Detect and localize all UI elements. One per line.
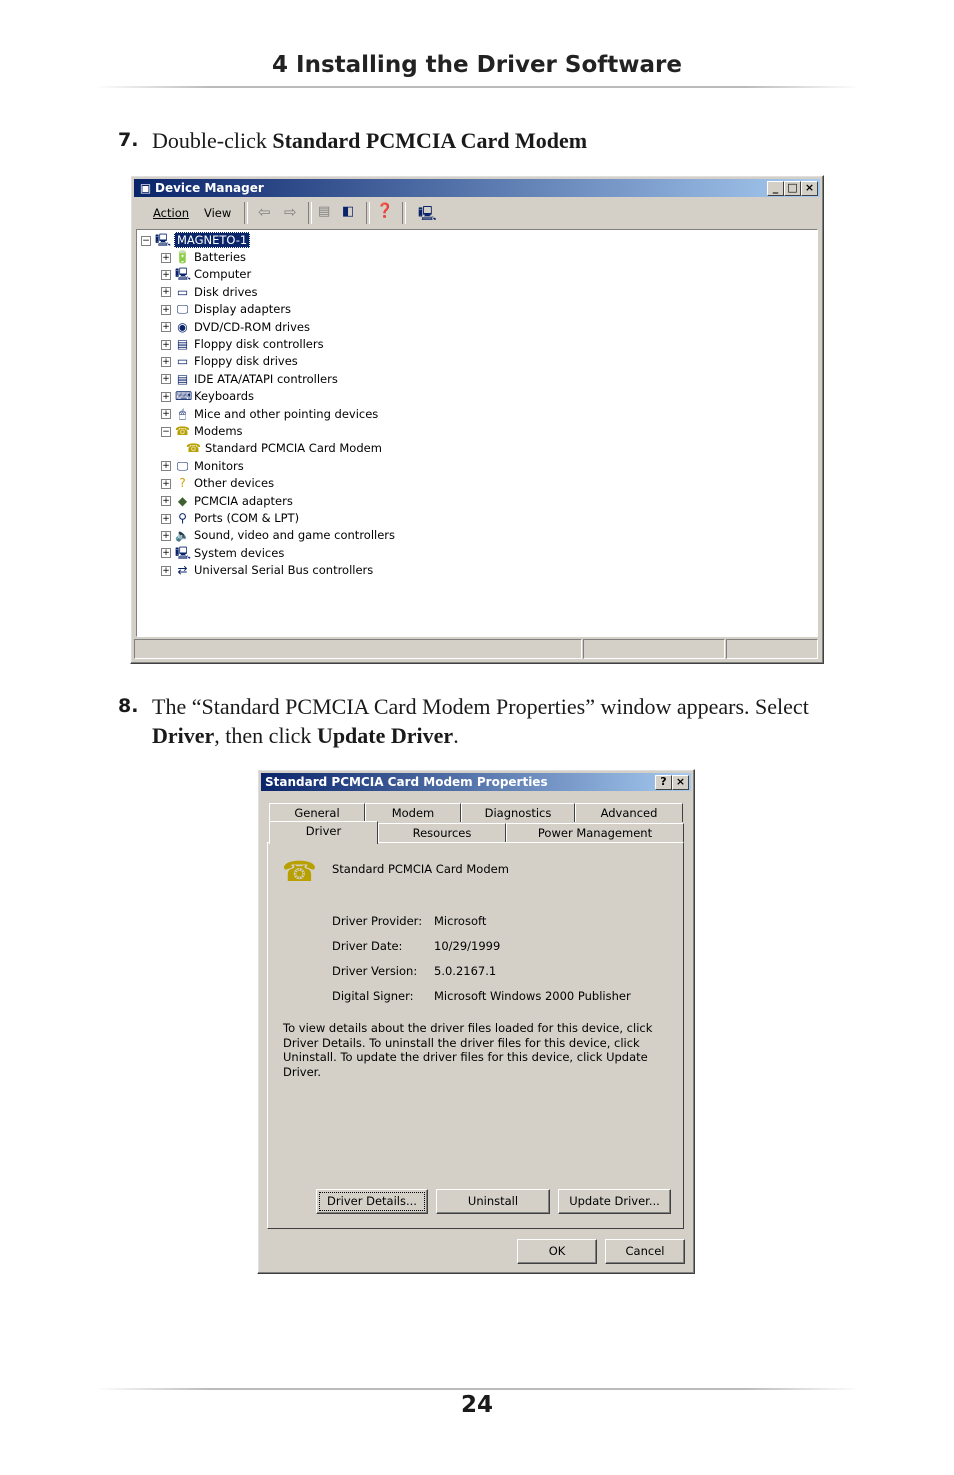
tree-item[interactable] — [161, 336, 324, 353]
expand-icon[interactable]: + — [162, 496, 170, 507]
step-bold: Update Driver — [316, 723, 454, 748]
usb-icon: ⇄ — [177, 563, 188, 578]
expand-icon[interactable]: + — [162, 513, 170, 524]
expand-icon[interactable]: + — [162, 269, 170, 280]
tab-resources[interactable]: Resources — [378, 823, 506, 842]
show-hide-tree-icon[interactable]: ◧ — [342, 204, 355, 219]
monitor-icon: 🖵 — [176, 458, 189, 473]
tree-item-label: Floppy disk drives — [194, 354, 298, 369]
close-button[interactable]: × — [801, 181, 818, 196]
cdrom-icon: ◉ — [177, 319, 188, 334]
status-pane — [134, 639, 582, 659]
step-bold: Standard PCMCIA Card Modem — [272, 128, 588, 153]
tree-item-label: Ports (COM & LPT) — [194, 511, 300, 525]
tree-item-label: Sound, video and game controllers — [194, 528, 396, 543]
question-icon: ? — [179, 476, 186, 491]
menu-action[interactable]: Action — [153, 206, 190, 220]
tree-item[interactable] — [161, 388, 254, 405]
tree-item-label: DVD/CD-ROM drives — [194, 319, 310, 334]
battery-icon: 🔋 — [175, 250, 190, 264]
tree-item-label: Batteries — [194, 250, 247, 264]
properties-icon[interactable]: ▤ — [318, 204, 331, 219]
disk-drive-icon: ▭ — [176, 284, 189, 299]
tab-general[interactable]: General — [269, 803, 365, 822]
tree-item-label: Display adapters — [194, 302, 292, 317]
tab-diagnostics[interactable]: Diagnostics — [461, 803, 575, 822]
page-number: 24 — [460, 1392, 493, 1418]
pcmcia-icon: ◆ — [177, 493, 188, 508]
collapse-icon[interactable]: − — [142, 235, 150, 246]
close-button[interactable]: × — [672, 775, 689, 790]
provider-value: Microsoft — [434, 914, 487, 928]
tree-item-label: Computer — [194, 267, 252, 282]
controller-icon: ▤ — [176, 337, 189, 351]
tree-item[interactable] — [161, 493, 293, 510]
window-title: Device Manager — [155, 181, 264, 195]
toolbar — [134, 200, 820, 226]
tree-item-label: Floppy disk controllers — [194, 337, 324, 351]
description-text: To view details about the driver files loaded for this device, click Driver Details. To uninstall the driver files for this device, click Uninstall. To update the driver files for this device, click Update Driver. — [283, 1021, 653, 1079]
tree-item-label: Other devices — [194, 476, 275, 491]
collapse-icon[interactable]: − — [162, 426, 170, 437]
menu-view[interactable]: View — [204, 206, 232, 220]
keyboard-icon: ⌨ — [175, 389, 193, 404]
expand-icon[interactable]: + — [162, 322, 170, 333]
tree-item[interactable] — [161, 301, 291, 318]
computer-icon: 🖳 — [175, 267, 192, 282]
expand-icon[interactable]: + — [162, 356, 170, 367]
computer-icon: ▣ — [139, 181, 152, 195]
scan-hardware-icon[interactable]: 🖳 — [418, 206, 437, 222]
tree-item[interactable] — [161, 510, 299, 527]
tree-item[interactable] — [161, 562, 373, 579]
update-driver-button[interactable]: Update Driver... — [558, 1189, 671, 1214]
computer-icon: 🖳 — [155, 233, 172, 247]
status-pane — [583, 639, 725, 659]
dialog-title: Standard PCMCIA Card Modem Properties — [265, 775, 548, 789]
ok-button[interactable]: OK — [517, 1239, 597, 1264]
header-rule — [95, 86, 860, 88]
cancel-button[interactable]: Cancel — [605, 1239, 685, 1264]
tree-item[interactable] — [161, 371, 338, 388]
toolbar-divider — [244, 202, 248, 224]
controller-icon: ▤ — [176, 371, 189, 386]
tree-item[interactable] — [161, 475, 274, 492]
step-bold: Driver — [152, 723, 215, 748]
tree-item-label: IDE ATA/ATAPI controllers — [194, 371, 338, 386]
signer-label: Digital Signer: — [332, 989, 414, 1003]
step-text: . — [453, 723, 459, 748]
back-icon[interactable]: ⇦ — [258, 203, 271, 221]
display-icon: 🖵 — [176, 302, 189, 317]
tree-root[interactable] — [141, 232, 250, 249]
tree-item-label: Mice and other pointing devices — [194, 406, 379, 421]
title-bar[interactable] — [261, 773, 691, 791]
tree-item[interactable] — [161, 527, 395, 544]
driver-details-button[interactable]: Driver Details... — [316, 1189, 428, 1214]
step-number: 7. — [118, 129, 139, 151]
tree-item[interactable] — [161, 545, 284, 562]
mouse-icon: 🖱 — [178, 406, 187, 421]
tree-item[interactable] — [161, 423, 243, 440]
sound-icon: 🔈 — [175, 528, 190, 543]
tree-child-item[interactable] — [182, 440, 382, 457]
toolbar-divider — [308, 202, 312, 224]
expand-icon[interactable]: + — [162, 409, 170, 420]
tree-item[interactable] — [161, 319, 310, 336]
tree-item[interactable] — [161, 458, 244, 475]
expand-icon[interactable]: + — [162, 374, 170, 385]
version-label: Driver Version: — [332, 964, 418, 978]
forward-icon[interactable]: ⇨ — [284, 203, 297, 221]
help-icon[interactable]: ❓ — [376, 203, 394, 219]
step-number: 8. — [118, 695, 139, 717]
minimize-button[interactable]: _ — [767, 181, 784, 196]
tree-item-label: Monitors — [194, 458, 244, 473]
toolbar-divider — [402, 202, 406, 224]
date-value: 10/29/1999 — [434, 939, 501, 953]
device-name: Standard PCMCIA Card Modem — [332, 862, 509, 876]
tree-root-label: MAGNETO-1 — [174, 232, 250, 248]
tree-item-label: System devices — [194, 545, 285, 560]
step-7 — [118, 126, 858, 155]
expand-icon[interactable]: + — [162, 252, 170, 263]
uninstall-button[interactable]: Uninstall — [436, 1189, 550, 1214]
signer-value: Microsoft Windows 2000 Publisher — [434, 989, 631, 1003]
tree-item-label: PCMCIA adapters — [194, 493, 293, 508]
tree-item-label: Disk drives — [194, 284, 258, 299]
expand-icon[interactable]: + — [162, 565, 170, 576]
expand-icon[interactable]: + — [162, 339, 170, 350]
expand-icon[interactable]: + — [162, 287, 170, 298]
help-button[interactable]: ? — [655, 775, 672, 790]
tab-advanced[interactable]: Advanced — [575, 803, 683, 822]
tree-item-label: Keyboards — [194, 389, 255, 404]
expand-icon[interactable]: + — [162, 304, 170, 315]
tab-power-management[interactable]: Power Management — [506, 823, 684, 842]
tree-item[interactable] — [161, 353, 298, 370]
driver-tab-page — [267, 842, 684, 1229]
modem-icon: ☎ — [186, 441, 201, 456]
tab-modem[interactable]: Modem — [365, 803, 461, 822]
step-text: Double-click — [152, 128, 273, 153]
expand-icon[interactable]: + — [162, 548, 170, 559]
device-tree — [136, 229, 818, 637]
step-text: , then click — [214, 723, 317, 748]
tree-item[interactable] — [161, 266, 251, 283]
status-pane — [726, 639, 818, 659]
expand-icon[interactable]: + — [162, 530, 170, 541]
maximize-button[interactable]: □ — [784, 181, 801, 196]
modem-icon: ☎ — [282, 855, 317, 888]
tree-item[interactable] — [161, 284, 257, 301]
tab-driver[interactable]: Driver — [269, 821, 378, 844]
date-label: Driver Date: — [332, 939, 403, 953]
modem-icon: ☎ — [175, 424, 190, 438]
tree-item-label: Modems — [194, 424, 243, 438]
tree-item-label: Standard PCMCIA Card Modem — [205, 441, 382, 456]
tree-item-label: Universal Serial Bus controllers — [194, 563, 374, 578]
device-manager-window — [130, 175, 824, 664]
footer-rule — [95, 1388, 860, 1390]
properties-dialog — [257, 769, 695, 1274]
toolbar-divider — [366, 202, 370, 224]
tree-item[interactable] — [161, 406, 378, 423]
provider-label: Driver Provider: — [332, 914, 423, 928]
expand-icon[interactable]: + — [162, 478, 170, 489]
title-bar[interactable] — [134, 179, 820, 197]
expand-icon[interactable]: + — [162, 461, 170, 472]
tree-item[interactable] — [161, 249, 246, 266]
computer-icon: 🖳 — [175, 545, 192, 560]
version-value: 5.0.2167.1 — [434, 964, 497, 978]
port-icon: ⚲ — [178, 511, 187, 525]
step-text: The “Standard PCMCIA Card Modem Properties” window appears. Select — [152, 694, 809, 719]
expand-icon[interactable]: + — [162, 391, 170, 402]
step-8 — [118, 692, 858, 750]
chapter-title: 4 Installing the Driver Software — [272, 52, 682, 78]
floppy-icon: ▭ — [176, 354, 189, 369]
